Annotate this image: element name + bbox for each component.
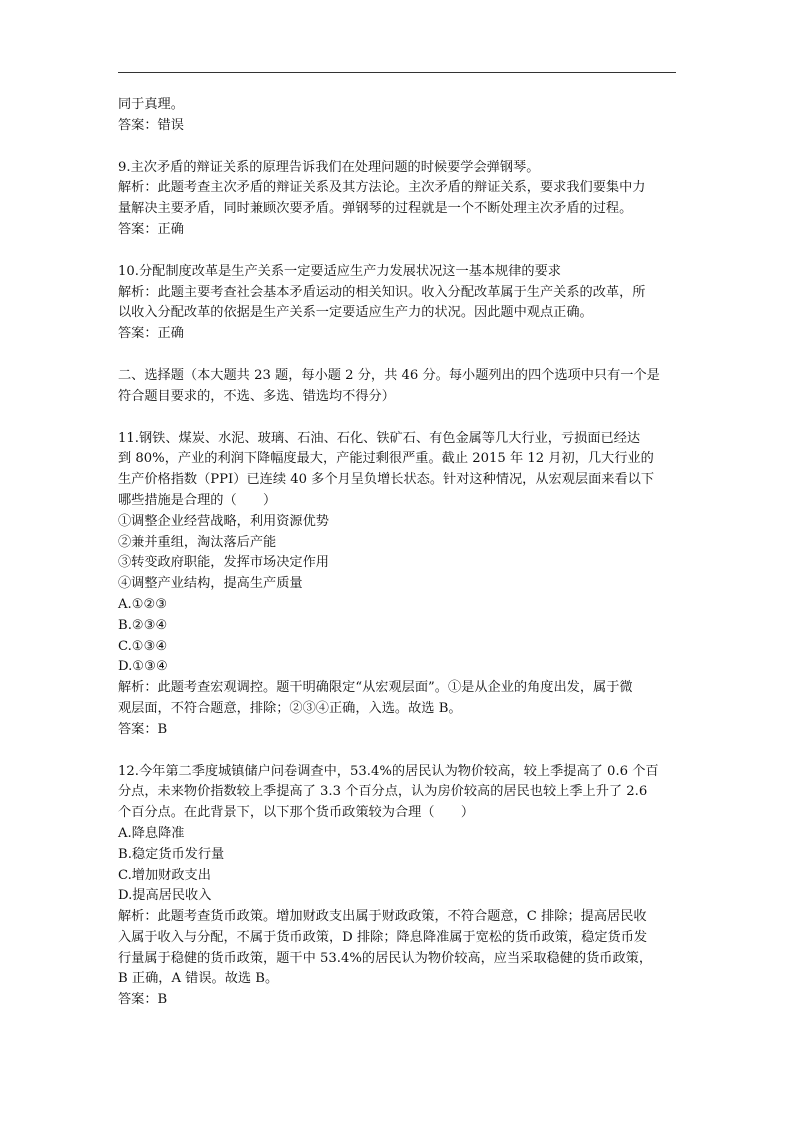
- analysis-line: 以收入分配改革的依据是生产关系一定要适应生产力的状况。因此题中观点正确。: [118, 305, 593, 321]
- answer-line: 答案：正确: [118, 221, 184, 237]
- question-9: 9.主次矛盾的辩证关系的原理告诉我们在处理问题的时候要学会弹钢琴。: [118, 159, 540, 175]
- option-b: B.②③④: [118, 617, 168, 633]
- paragraph-gap: [118, 137, 678, 158]
- question-11: 11.钢铁、煤炭、水泥、玻璃、石油、石化、铁矿石、有色金属等几大行业，亏损面已经达: [118, 430, 641, 446]
- analysis-line: 入属于收入与分配，不属于货币政策，D 排除；降息降准属于宽松的货币政策，稳定货币发: [118, 929, 648, 945]
- question-11: 生产价格指数（PPI）已连续 40 多个月呈负增长状态。针对这种情况，从宏观层面来看以下: [118, 472, 655, 488]
- option-d: D.①③④: [118, 659, 168, 675]
- analysis-line: 观层面，不符合题意，排除；②③④正确，入选。故选 B。: [118, 700, 462, 716]
- analysis-line: 解析：此题考查主次矛盾的辩证关系及其方法论。主次矛盾的辩证关系，要求我们要集中力: [118, 180, 646, 196]
- statement-item: ④调整产业结构，提高生产质量: [118, 576, 303, 592]
- analysis-line: 解析：此题主要考查社会基本矛盾运动的相关知识。收入分配改革属于生产关系的改革，所: [118, 284, 646, 300]
- statement-item: ②兼并重组，淘汰落后产能: [118, 534, 277, 550]
- option-c: C.增加财政支出: [118, 867, 211, 883]
- analysis-line: 解析：此题考查货币政策。增加财政支出属于财政政策，不符合题意，C 排除；提高居民收: [118, 909, 647, 925]
- option-a: A.降息降准: [118, 825, 185, 841]
- header-rule: [118, 72, 676, 73]
- paragraph-gap: [118, 241, 678, 262]
- answer-line: 答案：B: [118, 992, 168, 1008]
- analysis-line: 量解决主要矛盾，同时兼顾次要矛盾。弹钢琴的过程就是一个不断处理主次矛盾的过程。: [118, 201, 633, 217]
- paragraph-gap: [118, 345, 678, 366]
- question-12: 分点，未来物价指数较上季提高了 3.3 个百分点，认为房价较高的居民也较上季上升了 2.6: [118, 784, 648, 800]
- question-12: 12.今年第二季度城镇储户问卷调查中，53.4%的居民认为物价较高，较上季提高了 0.6 个百: [118, 763, 659, 779]
- paragraph-gap: [118, 408, 678, 429]
- option-a: A.①②③: [118, 596, 168, 612]
- section-heading: 符合题目要求的，不选、多选、错选均不得分）: [118, 388, 395, 404]
- analysis-line: 解析：此题考查宏观调控。题干明确限定“从宏观层面”。①是从企业的角度出发，属于微: [118, 680, 633, 696]
- option-b: B.稳定货币发行量: [118, 846, 225, 862]
- section-heading: 二、选择题（本大题共 23 题，每小题 2 分，共 46 分。每小题列出的四个选项中只有一个是: [118, 367, 660, 383]
- document-body: [118, 95, 678, 1011]
- question-11: 到 80%，产业的利润下降幅度最大，产能过剩很严重。截止 2015 年 12 月初，几大行业的: [118, 451, 654, 467]
- paragraph-gap: [118, 741, 678, 762]
- question-10: 10.分配制度改革是生产关系一定要适应生产力发展状况这一基本规律的要求: [118, 263, 561, 279]
- question-12: 个百分点。在此背景下，以下那个货币政策较为合理（ ）: [118, 805, 475, 821]
- statement-item: ③转变政府职能，发挥市场决定作用: [118, 555, 329, 571]
- option-d: D.提高居民收入: [118, 888, 212, 904]
- answer-line: 答案：错误: [118, 117, 184, 133]
- text-line: 同于真理。: [118, 97, 184, 112]
- analysis-line: B 正确，A 错误。故选 B。: [118, 971, 279, 987]
- analysis-line: 行量属于稳健的货币政策，题干中 53.4%的居民认为物价较高，应当采取稳健的货币政策，: [118, 950, 653, 966]
- answer-line: 答案：B: [118, 721, 168, 737]
- question-11: 哪些措施是合理的（ ）: [118, 492, 277, 508]
- statement-item: ①调整企业经营战略，利用资源优势: [118, 513, 329, 529]
- answer-line: 答案：正确: [118, 326, 184, 342]
- option-c: C.①③④: [118, 638, 168, 654]
